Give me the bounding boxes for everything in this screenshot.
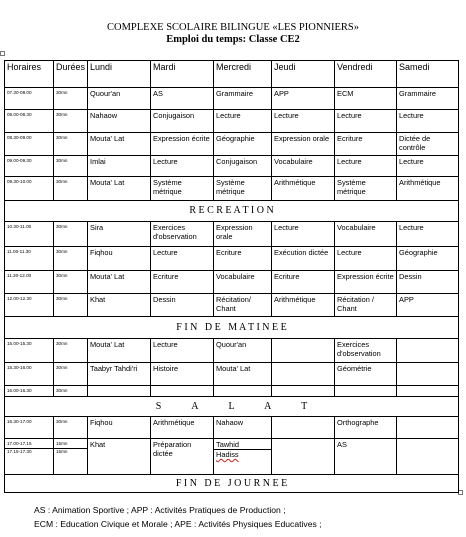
lesson-cell: Système métrique [151, 177, 214, 201]
lesson-cell: APP [397, 294, 459, 317]
lesson-cell [88, 386, 151, 397]
lesson-cell [272, 439, 335, 475]
table-row [5, 110, 459, 133]
time-cell: 16.30-17.00 [5, 417, 54, 439]
break-row [5, 201, 459, 222]
lesson-cell [151, 386, 214, 397]
lesson-cell [397, 386, 459, 397]
lesson-cell: Taabyr Tahdi'ri [88, 363, 151, 386]
lesson-cell: Lecture [151, 339, 214, 363]
table-row [5, 88, 459, 110]
lesson-hadiss: Hadiss [216, 450, 239, 459]
duration-17-15: 15mn [56, 449, 68, 454]
lesson-cell: Exercices d'observation [335, 339, 397, 363]
lesson-cell: Fiqhou [88, 247, 151, 271]
table-row [5, 156, 459, 177]
fin-matinee-banner: F I N D E M A T I N E E [176, 321, 287, 333]
lesson-cell: Mouta' Lat [214, 363, 272, 386]
table-row [5, 247, 459, 271]
header-mardi: Mardi [151, 61, 214, 88]
break-row [5, 475, 459, 493]
table-row [5, 339, 459, 363]
lesson-tawhid: Tawhid [214, 440, 271, 450]
duration-cell: 30mn [54, 339, 88, 363]
lesson-cell: Lecture [397, 222, 459, 247]
lesson-cell [335, 386, 397, 397]
lesson-cell [214, 386, 272, 397]
lesson-cell [272, 417, 335, 439]
lesson-cell: Lecture [151, 156, 214, 177]
lesson-cell: Khat [88, 294, 151, 317]
duration-cell: 30mn [54, 177, 88, 201]
legend-line-1: AS : Animation Sportive ; APP : Activités Pratiques de Production ; [34, 505, 286, 515]
lesson-cell: Expression orale [214, 222, 272, 247]
lesson-cell: Expression écrite [151, 133, 214, 156]
lesson-cell [272, 386, 335, 397]
lesson-cell: Vocabulaire [214, 271, 272, 294]
lesson-cell: Histoire [151, 363, 214, 386]
lesson-cell: Récitation / Chant [335, 294, 397, 317]
lesson-cell: Conjugaison [214, 156, 272, 177]
time-cell: 16.00-16.30 [5, 386, 54, 397]
lesson-cell: ECM [335, 88, 397, 110]
lesson-cell: Imlai [88, 156, 151, 177]
duration-cell: 30mn [54, 386, 88, 397]
lesson-cell: Sira [88, 222, 151, 247]
time-cell: 15.30-16.00 [5, 363, 54, 386]
lesson-cell: Préparation dictée [151, 439, 214, 475]
lesson-cell: Arithmétique [272, 177, 335, 201]
duration-cell: 30mn [54, 110, 88, 133]
time-cell: 15.00-15.30 [5, 339, 54, 363]
lesson-cell: Exercices d'observation [151, 222, 214, 247]
break-row [5, 317, 459, 339]
lesson-cell [272, 339, 335, 363]
lesson-cell: Lecture [214, 110, 272, 133]
header-durees: Durées [54, 61, 88, 88]
time-cell: 08.30-09.00 [5, 133, 54, 156]
lesson-cell: Arithmétique [397, 177, 459, 201]
time-cell-split [5, 439, 54, 475]
lesson-cell: Dessin [151, 294, 214, 317]
duration-cell-split [54, 439, 88, 475]
lesson-cell: Mouta' Lat [88, 339, 151, 363]
timetable-subtitle: Emploi du temps: Classe CE2 [166, 34, 300, 45]
lesson-cell: Nahaow [214, 417, 272, 439]
lesson-cell: Ecriture [151, 271, 214, 294]
lesson-cell [397, 363, 459, 386]
lesson-cell: Ecriture [335, 133, 397, 156]
lesson-cell: Dessin [397, 271, 459, 294]
lesson-cell-split [214, 439, 272, 475]
table-row [5, 177, 459, 201]
lesson-cell: Grammaire [397, 88, 459, 110]
lesson-cell [397, 417, 459, 439]
table-row [5, 133, 459, 156]
duration-cell: 30mn [54, 222, 88, 247]
header-mercredi: Mercredi [214, 61, 272, 88]
lesson-cell: AS [151, 88, 214, 110]
duration-cell: 30mn [54, 363, 88, 386]
timetable [4, 60, 459, 493]
lesson-cell: Lecture [272, 110, 335, 133]
duration-17-00: 15mn [54, 441, 87, 449]
fin-journee-cell [5, 475, 459, 493]
duration-cell: 30mn [54, 271, 88, 294]
lesson-cell: Système métrique [214, 177, 272, 201]
lesson-cell: Orthographe [335, 417, 397, 439]
fin-matinee-cell [5, 317, 459, 339]
table-row [5, 363, 459, 386]
lesson-cell: Mouta' Lat [88, 177, 151, 201]
duration-cell: 30mn [54, 88, 88, 110]
lesson-cell: Géométrie [335, 363, 397, 386]
lesson-cell: Nahaow [88, 110, 151, 133]
duration-cell: 30mn [54, 133, 88, 156]
table-row [5, 222, 459, 247]
table-row [5, 294, 459, 317]
table-row [5, 417, 459, 439]
time-cell: 09.00-09.30 [5, 156, 54, 177]
time-17-15: 17.15-17.30 [7, 449, 32, 454]
break-row [5, 397, 459, 417]
school-name: COMPLEXE SCOLAIRE BILINGUE «LES PIONNIERS» [107, 22, 359, 33]
lesson-cell: Lecture [335, 156, 397, 177]
duration-cell: 30mn [54, 294, 88, 317]
fin-journee-banner: F I N D E J O U R N E E [175, 477, 288, 489]
lesson-cell: Ecriture [272, 271, 335, 294]
header-samedi: Samedi [397, 61, 459, 88]
lesson-cell: Quour'an [214, 339, 272, 363]
lesson-cell: Lecture [397, 156, 459, 177]
time-cell: 08.00-08.30 [5, 110, 54, 133]
time-cell: 09.30-10.00 [5, 177, 54, 201]
table-move-handle[interactable] [0, 51, 5, 56]
table-row [5, 386, 459, 397]
time-cell: 12.00-12.30 [5, 294, 54, 317]
lesson-cell: Système métrique [335, 177, 397, 201]
duration-cell: 30mn [54, 247, 88, 271]
lesson-cell: Grammaire [214, 88, 272, 110]
header-jeudi: Jeudi [272, 61, 335, 88]
legend-line-2: ECM : Education Civique et Morale ; APE : Activités Physiques Educatives ; [34, 519, 322, 529]
lesson-cell: Dictée de contrôle [397, 133, 459, 156]
lesson-cell: Expression écrite [335, 271, 397, 294]
lesson-cell: Mouta' Lat [88, 271, 151, 294]
lesson-cell: Arithmétique [151, 417, 214, 439]
salat-banner: S A L A T [5, 397, 459, 417]
lesson-cell: Ecriture [214, 247, 272, 271]
lesson-cell: Arithmétique [272, 294, 335, 317]
time-cell: 11.00-11.30 [5, 247, 54, 271]
lesson-cell: Vocabulaire [335, 222, 397, 247]
lesson-cell: Lecture [397, 110, 459, 133]
lesson-cell: Lecture [151, 247, 214, 271]
lesson-cell [272, 363, 335, 386]
table-row [5, 439, 459, 475]
table-row [5, 271, 459, 294]
lesson-cell [397, 439, 459, 475]
lesson-cell: Conjugaison [151, 110, 214, 133]
lesson-cell: Quour'an [88, 88, 151, 110]
lesson-cell: Géographie [214, 133, 272, 156]
lesson-cell: AS [335, 439, 397, 475]
lesson-cell: Mouta' Lat [88, 133, 151, 156]
time-17-00: 17.00-17.15 [5, 441, 53, 449]
recreation-banner: R E C R E A T I O N [5, 201, 459, 222]
lesson-cell: APP [272, 88, 335, 110]
time-cell: 10.30-11.00 [5, 222, 54, 247]
lesson-cell: Géographie [397, 247, 459, 271]
lesson-cell: Récitation/ Chant [214, 294, 272, 317]
lesson-cell: Exécution dictée [272, 247, 335, 271]
lesson-cell: Lecture [272, 222, 335, 247]
duration-cell: 30mn [54, 417, 88, 439]
header-lundi: Lundi [88, 61, 151, 88]
lesson-cell: Fiqhou [88, 417, 151, 439]
lesson-cell: Vocabulaire [272, 156, 335, 177]
lesson-cell: Expression orale [272, 133, 335, 156]
lesson-cell: Khat [88, 439, 151, 475]
header-horaires: Horaires [5, 61, 54, 88]
lesson-cell: Lecture [335, 247, 397, 271]
duration-cell: 30mn [54, 156, 88, 177]
lesson-cell [397, 339, 459, 363]
lesson-cell: Lecture [335, 110, 397, 133]
header-row [5, 61, 459, 88]
header-vendredi: Vendredi [335, 61, 397, 88]
time-cell: 07.30-08.00 [5, 88, 54, 110]
time-cell: 11.30-12.00 [5, 271, 54, 294]
